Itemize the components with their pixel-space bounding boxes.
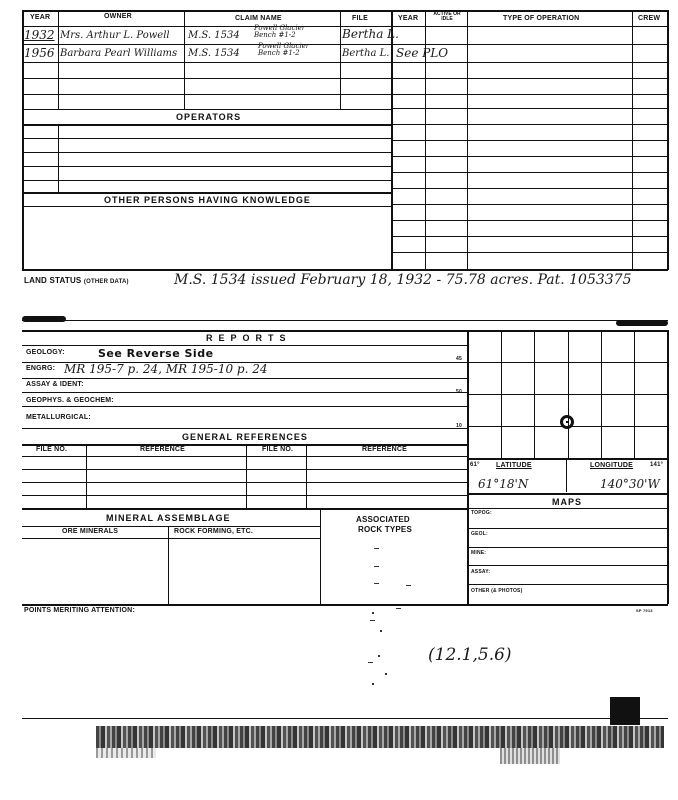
maps-row-rule <box>467 584 667 585</box>
geology-value: See Reverse Side <box>98 347 214 360</box>
coordinates-note: (12.1,5.6) <box>428 645 512 665</box>
row-rule <box>22 152 392 153</box>
gr-col-reference-2: REFERENCE <box>362 446 407 453</box>
right-row-rule <box>392 220 668 221</box>
location-panel-left-rule <box>467 330 469 604</box>
latlon-divider <box>566 458 567 492</box>
mineral-subheader-rule <box>22 526 320 527</box>
other-persons-top-rule <box>22 192 392 194</box>
row1-file: M.S. 1534 <box>188 30 240 41</box>
latitude-label: LATITUDE <box>496 462 532 469</box>
engrg-value: MR 195-7 p. 24, MR 195-10 p. 24 <box>64 362 268 376</box>
longitude-label: LONGITUDE <box>590 462 634 469</box>
rock-types-label: ROCK TYPES <box>358 525 413 534</box>
row1-claim: Powell Glacier Bench #1-2 <box>254 24 306 39</box>
lat-prefix: 61° <box>470 462 480 468</box>
smudge <box>500 748 560 764</box>
redaction-bar-left <box>22 316 66 322</box>
reports-top-rule <box>22 320 668 321</box>
points-meriting-label: POINTS MERITING ATTENTION: <box>24 607 135 614</box>
grid-line <box>467 362 667 363</box>
grid-bottom-rule <box>467 458 667 460</box>
ore-minerals-label: ORE MINERALS <box>62 528 119 535</box>
header-year: YEAR <box>30 14 51 21</box>
col-rule <box>340 10 341 110</box>
reports-top-rule-2 <box>22 330 668 332</box>
metallurgical-label: METALLURGICAL: <box>26 414 91 421</box>
gr-col-rule <box>306 444 307 508</box>
row-rule <box>22 138 392 139</box>
right-row-rule <box>392 252 668 253</box>
mineral-header-bottom <box>22 538 320 539</box>
row2-right-note: See PLO <box>396 46 449 60</box>
row1-extra: Bertha L. <box>342 27 399 41</box>
mineral-col-rule <box>320 508 321 604</box>
header-year-2: YEAR <box>398 15 419 22</box>
right-border <box>667 10 669 270</box>
header-crew: CREW <box>638 15 661 22</box>
header-claim-name: CLAIM NAME <box>235 15 282 22</box>
assay-map-label: ASSAY: <box>471 569 491 575</box>
land-status-label: LAND STATUS (OTHER DATA) <box>24 276 129 285</box>
row-rule <box>22 44 668 45</box>
col-rule <box>632 10 633 270</box>
row-rule <box>22 180 392 181</box>
row-rule <box>22 78 668 79</box>
maps-row-rule <box>467 528 667 529</box>
form-number: SP 7913 <box>636 608 653 613</box>
right-row-rule <box>392 188 668 189</box>
registration-mark <box>610 697 640 725</box>
header-file: FILE <box>352 15 368 22</box>
associated-label: ASSOCIATED <box>356 515 410 524</box>
mineral-bottom-rule <box>22 604 668 606</box>
row-rule <box>22 62 668 63</box>
row-rule <box>22 109 392 110</box>
maps-row-rule <box>467 565 667 566</box>
col-rule <box>184 10 185 110</box>
smudged-strip <box>96 726 664 748</box>
right-row-rule <box>392 156 668 157</box>
gr-row-rule <box>22 495 468 496</box>
general-references-title: GENERAL REFERENCES <box>182 432 308 442</box>
maps-title: MAPS <box>552 497 583 507</box>
bottom-rule <box>22 718 668 719</box>
rock-forming-label: ROCK FORMING, ETC. <box>174 528 254 535</box>
assay-label: ASSAY & IDENT: <box>26 381 84 388</box>
gr-row-rule <box>22 469 468 470</box>
operators-top-rule <box>22 124 392 126</box>
row-rule <box>22 166 392 167</box>
right-row-rule <box>392 124 668 125</box>
header-active-idle: ACTIVE OR IDLE <box>433 11 461 22</box>
row1-owner: Mrs. Arthur L. Powell <box>60 30 170 41</box>
gr-col-rule <box>86 444 87 508</box>
geol-label: GEOL: <box>471 531 488 537</box>
geology-label: GEOLOGY: <box>26 349 65 356</box>
col-rule <box>467 10 468 270</box>
row-rule <box>22 428 468 429</box>
row2-file: M.S. 1534 <box>188 48 240 59</box>
grid-line <box>467 394 667 395</box>
gr-col-reference: REFERENCE <box>140 446 185 453</box>
gr-col-file-no: FILE NO. <box>36 446 68 453</box>
latitude-value: 61°18'N <box>478 477 529 491</box>
other-photos-label: OTHER (& PHOTOS) <box>471 588 523 594</box>
right-row-rule <box>392 236 668 237</box>
table-bottom-rule <box>22 269 668 271</box>
row2-owner: Barbara Pearl Williams <box>60 48 178 59</box>
gr-col-file-no-2: FILE NO. <box>262 446 294 453</box>
maps-row-rule <box>467 547 667 548</box>
longitude-value: 140°30'W <box>600 477 660 491</box>
right-row-rule <box>392 140 668 141</box>
row-rule <box>22 206 392 207</box>
geophys-label: GEOPHYS. & GEOCHEM: <box>26 397 114 404</box>
lon-prefix: 141° <box>650 462 664 468</box>
margin-number-45: 45 <box>456 356 462 362</box>
row-rule <box>22 378 468 379</box>
maps-row-rule <box>467 508 667 509</box>
col-rule <box>58 124 59 192</box>
smudge <box>96 748 156 758</box>
gr-row-rule <box>22 456 468 457</box>
right-row-rule <box>392 204 668 205</box>
row1-year: 1932 <box>24 28 55 42</box>
row2-extra: Bertha L. <box>342 48 390 59</box>
reports-title: REPORTS <box>206 333 292 343</box>
location-panel-right-rule <box>667 330 669 604</box>
other-persons-heading: OTHER PERSONS HAVING KNOWLEDGE <box>104 195 311 205</box>
operators-heading: OPERATORS <box>176 112 242 122</box>
top-border <box>22 10 668 12</box>
topog-label: TOPOG: <box>471 510 492 516</box>
row-rule <box>22 345 468 346</box>
gr-row-rule <box>22 482 468 483</box>
margin-number-10: 10 <box>456 423 462 429</box>
header-owner: OWNER <box>104 13 132 20</box>
right-row-rule <box>392 172 668 173</box>
land-status-value: M.S. 1534 issued February 18, 1932 - 75.78 acres. Pat. 1053375 <box>174 272 632 288</box>
header-type-of-operation: TYPE OF OPERATION <box>503 15 580 22</box>
row2-claim: Powell Glacier Bench #1-2 <box>258 42 310 57</box>
margin-number-50: 50 <box>456 389 462 395</box>
maps-top-rule <box>467 493 667 495</box>
location-marker-icon <box>560 415 574 429</box>
row-rule <box>22 94 668 95</box>
engrg-label: ENGRG: <box>26 365 56 372</box>
center-rule <box>391 10 393 270</box>
mineral-top-rule <box>22 508 468 510</box>
mineral-assemblage-title: MINERAL ASSEMBLAGE <box>106 513 231 523</box>
row-rule <box>22 392 468 393</box>
right-row-rule <box>392 108 668 109</box>
mine-label: MINE: <box>471 550 487 556</box>
mineral-col-rule <box>168 526 169 604</box>
gr-col-rule <box>246 444 247 508</box>
row2-year: 1956 <box>24 46 55 60</box>
row-rule <box>22 406 468 407</box>
col-rule <box>58 10 59 110</box>
